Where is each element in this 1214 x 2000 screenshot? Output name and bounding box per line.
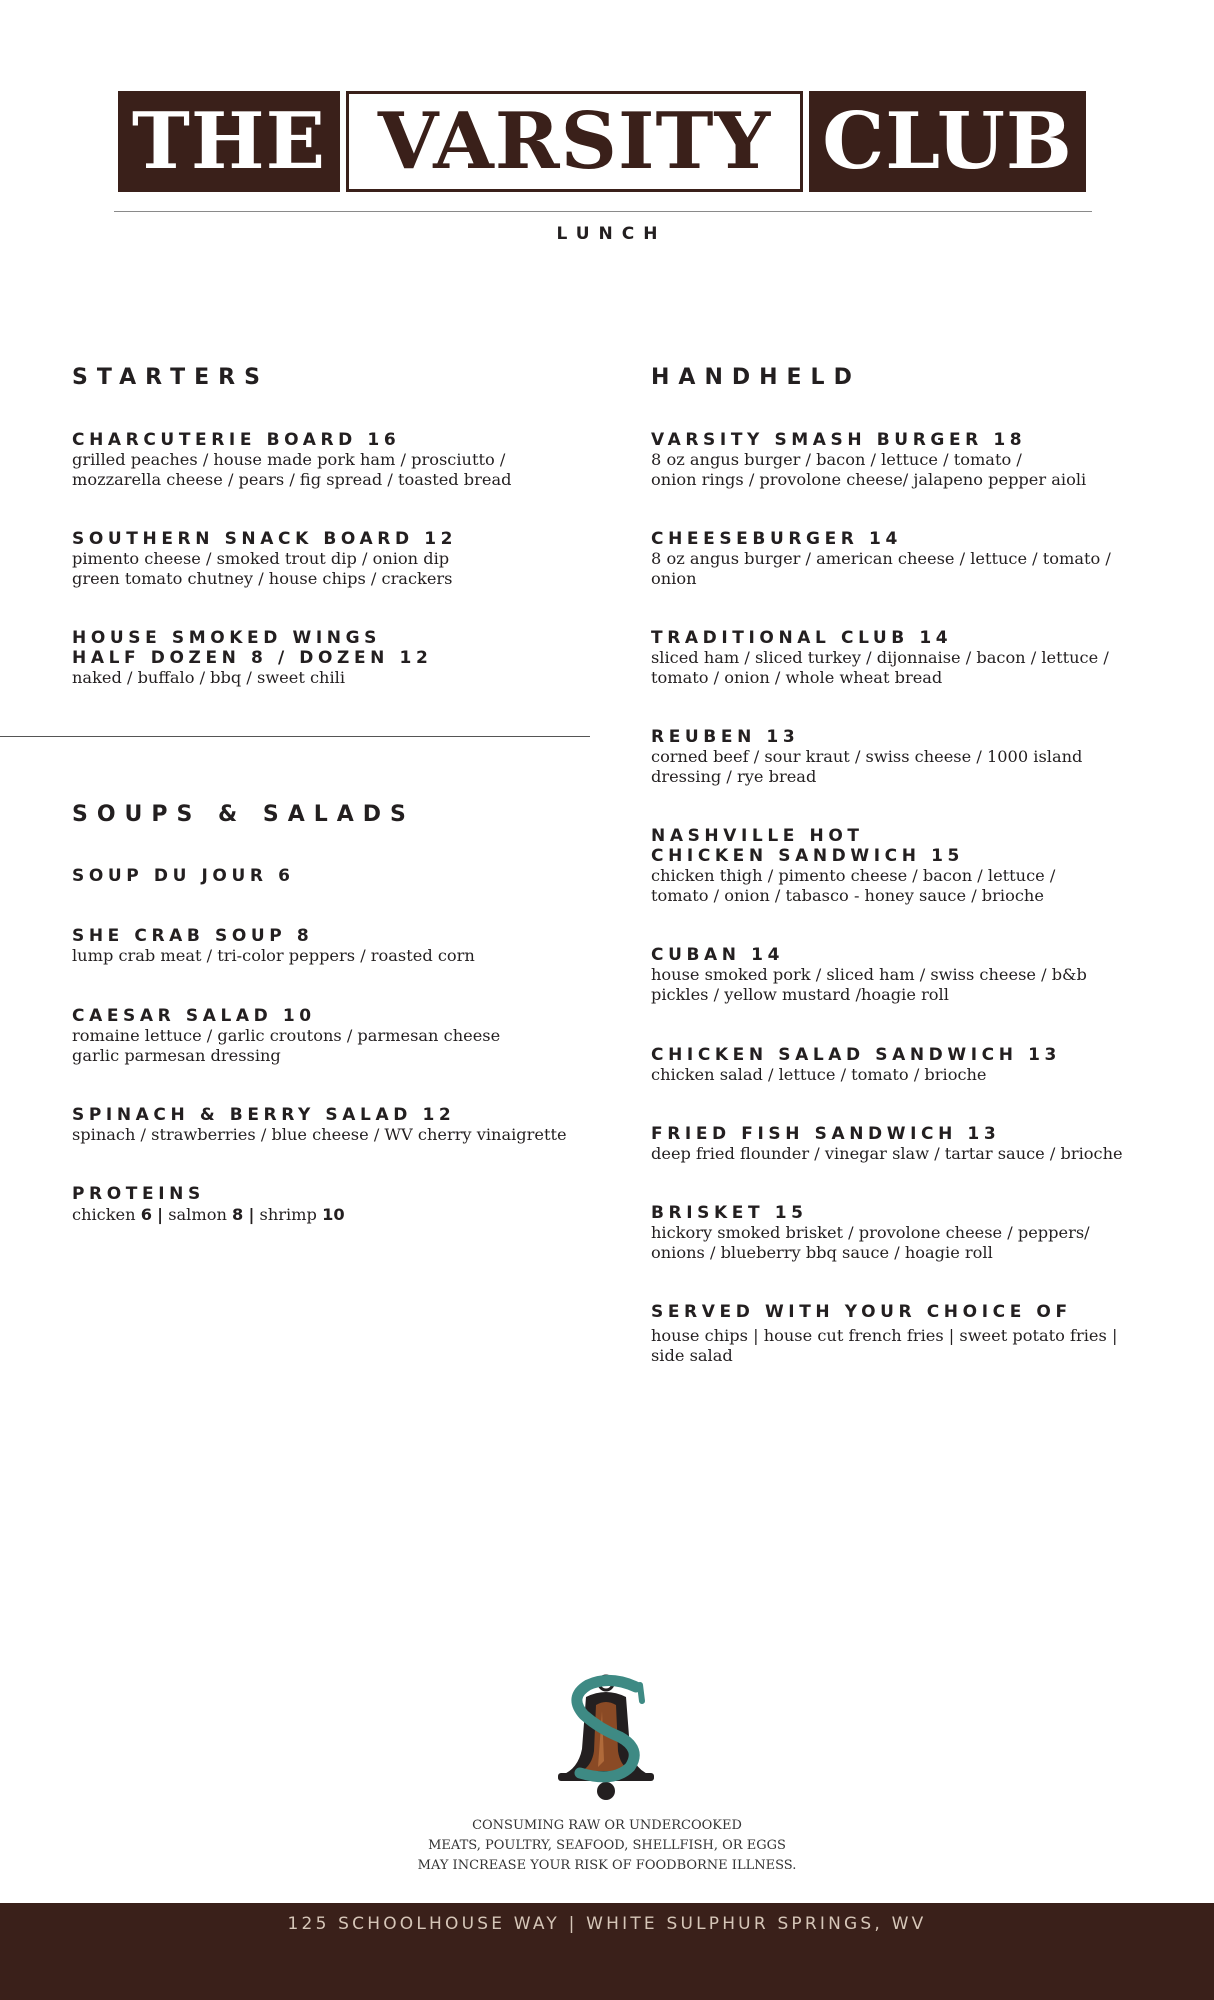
item-name: FRIED FISH SANDWICH 13 <box>651 1124 1001 1144</box>
menu-item <box>651 945 1161 1005</box>
masthead-word-club: CLUB <box>809 91 1086 192</box>
menu-item <box>651 1045 1161 1085</box>
item-desc: pickles / yellow mustard /hoagie roll <box>651 985 949 1004</box>
item-desc: green tomato chutney / house chips / crackers <box>72 569 453 588</box>
protein-separator: | <box>248 1205 255 1224</box>
item-desc: deep fried flounder / vinegar slaw / tartar sauce / brioche <box>651 1144 1123 1163</box>
item-desc: garlic parmesan dressing <box>72 1046 281 1065</box>
item-desc: chicken thigh / pimento cheese / bacon / lettuce / <box>651 866 1056 885</box>
item-name: SERVED WITH YOUR CHOICE OF <box>651 1302 1072 1322</box>
menu-item <box>651 430 1161 490</box>
item-desc: tomato / onion / whole wheat bread <box>651 668 943 687</box>
menu-title: LUNCH <box>556 224 667 244</box>
item-name: CHEESEBURGER 14 <box>651 529 902 549</box>
item-desc: 8 oz angus burger / bacon / lettuce / tomato / <box>651 450 1022 469</box>
footer-address: 125 SCHOOLHOUSE WAY | WHITE SULPHUR SPRINGS, WV <box>287 1914 927 1934</box>
item-desc: corned beef / sour kraut / swiss cheese / 1000 island <box>651 747 1083 766</box>
item-desc: chicken salad / lettuce / tomato / brioche <box>651 1065 987 1084</box>
item-desc: sliced ham / sliced turkey / dijonnaise / bacon / lettuce / <box>651 648 1109 667</box>
item-desc: house chips | house cut french fries | sweet potato fries | <box>651 1326 1118 1345</box>
item-desc: tomato / onion / tabasco - honey sauce / brioche <box>651 886 1044 905</box>
proteins-list <box>72 1204 592 1226</box>
menu-item <box>72 529 592 589</box>
item-desc: pimento cheese / smoked trout dip / onion dip <box>72 549 450 568</box>
protein-label: chicken <box>72 1205 136 1224</box>
item-name: VARSITY SMASH BURGER 18 <box>651 430 1027 450</box>
section-title-handheld: HANDHELD <box>651 365 861 390</box>
section-title-starters: STARTERS <box>72 365 269 390</box>
item-desc: onion <box>651 569 697 588</box>
food-safety-disclaimer: CONSUMING RAW OR UNDERCOOKED MEATS, POULTRY, SEAFOOD, SHELLFISH, OR EGGS MAY INCREASE YOUR RISK OF FOODBORNE ILLNESS. <box>417 1818 797 1873</box>
item-desc: dressing / rye bread <box>651 767 817 786</box>
menu-item <box>72 430 592 490</box>
item-name: CHICKEN SALAD SANDWICH 13 <box>651 1045 1061 1065</box>
item-name: HOUSE SMOKED WINGS <box>72 628 381 648</box>
item-name: SOUP DU JOUR 6 <box>72 866 295 886</box>
item-desc: grilled peaches / house made pork ham / prosciutto / <box>72 450 506 469</box>
protein-label: shrimp <box>259 1205 317 1224</box>
proteins-block <box>72 1184 592 1226</box>
header-divider <box>114 211 1092 212</box>
menu-item <box>72 628 592 688</box>
bell-s-monogram-icon <box>550 1671 662 1803</box>
item-name: SOUTHERN SNACK BOARD 12 <box>72 529 458 549</box>
masthead-word-the: THE <box>118 91 340 192</box>
item-name-line2: CHICKEN SANDWICH 15 <box>651 846 964 866</box>
protein-price: 8 <box>232 1205 244 1224</box>
item-name: SHE CRAB SOUP 8 <box>72 926 314 946</box>
item-desc: onions / blueberry bbq sauce / hoagie roll <box>651 1243 993 1262</box>
item-name: CUBAN 14 <box>651 945 784 965</box>
menu-item <box>72 926 592 966</box>
menu-item <box>651 1124 1161 1164</box>
item-desc: mozzarella cheese / pears / fig spread / toasted bread <box>72 470 512 489</box>
menu-item <box>651 727 1161 787</box>
protein-price: 6 <box>140 1205 152 1224</box>
item-name-line2: HALF DOZEN 8 / DOZEN 12 <box>72 648 433 668</box>
item-desc: side salad <box>651 1346 733 1365</box>
item-name: CHARCUTERIE BOARD 16 <box>72 430 401 450</box>
item-desc: lump crab meat / tri-color peppers / roasted corn <box>72 946 475 965</box>
section-divider <box>0 736 590 737</box>
item-desc: house smoked pork / sliced ham / swiss cheese / b&b <box>651 965 1087 984</box>
menu-item <box>651 826 1161 906</box>
item-desc: spinach / strawberries / blue cheese / WV cherry vinaigrette <box>72 1125 567 1144</box>
item-name: BRISKET 15 <box>651 1203 808 1223</box>
menu-item <box>651 628 1161 688</box>
menu-item <box>651 529 1161 589</box>
item-name: TRADITIONAL CLUB 14 <box>651 628 953 648</box>
menu-item <box>72 866 592 886</box>
menu-item <box>651 1203 1161 1263</box>
protein-price: 10 <box>322 1205 345 1224</box>
section-title-soups-salads: SOUPS & SALADS <box>72 802 415 827</box>
menu-item <box>651 1302 1161 1366</box>
item-name: NASHVILLE HOT <box>651 826 864 846</box>
masthead-logo <box>118 91 1086 192</box>
item-name: SPINACH & BERRY SALAD 12 <box>72 1105 456 1125</box>
menu-item <box>72 1105 592 1145</box>
item-desc: hickory smoked brisket / provolone cheese / peppers/ <box>651 1223 1090 1242</box>
item-name: REUBEN 13 <box>651 727 800 747</box>
item-desc: naked / buffalo / bbq / sweet chili <box>72 668 346 687</box>
proteins-title: PROTEINS <box>72 1184 205 1204</box>
masthead-word-varsity: VARSITY <box>346 91 803 192</box>
item-desc: 8 oz angus burger / american cheese / lettuce / tomato / <box>651 549 1111 568</box>
item-desc: romaine lettuce / garlic croutons / parmesan cheese <box>72 1026 501 1045</box>
item-name: CAESAR SALAD 10 <box>72 1006 316 1026</box>
protein-separator: | <box>157 1205 164 1224</box>
protein-label: salmon <box>168 1205 227 1224</box>
menu-item <box>72 1006 592 1066</box>
item-desc: onion rings / provolone cheese/ jalapeno pepper aioli <box>651 470 1087 489</box>
